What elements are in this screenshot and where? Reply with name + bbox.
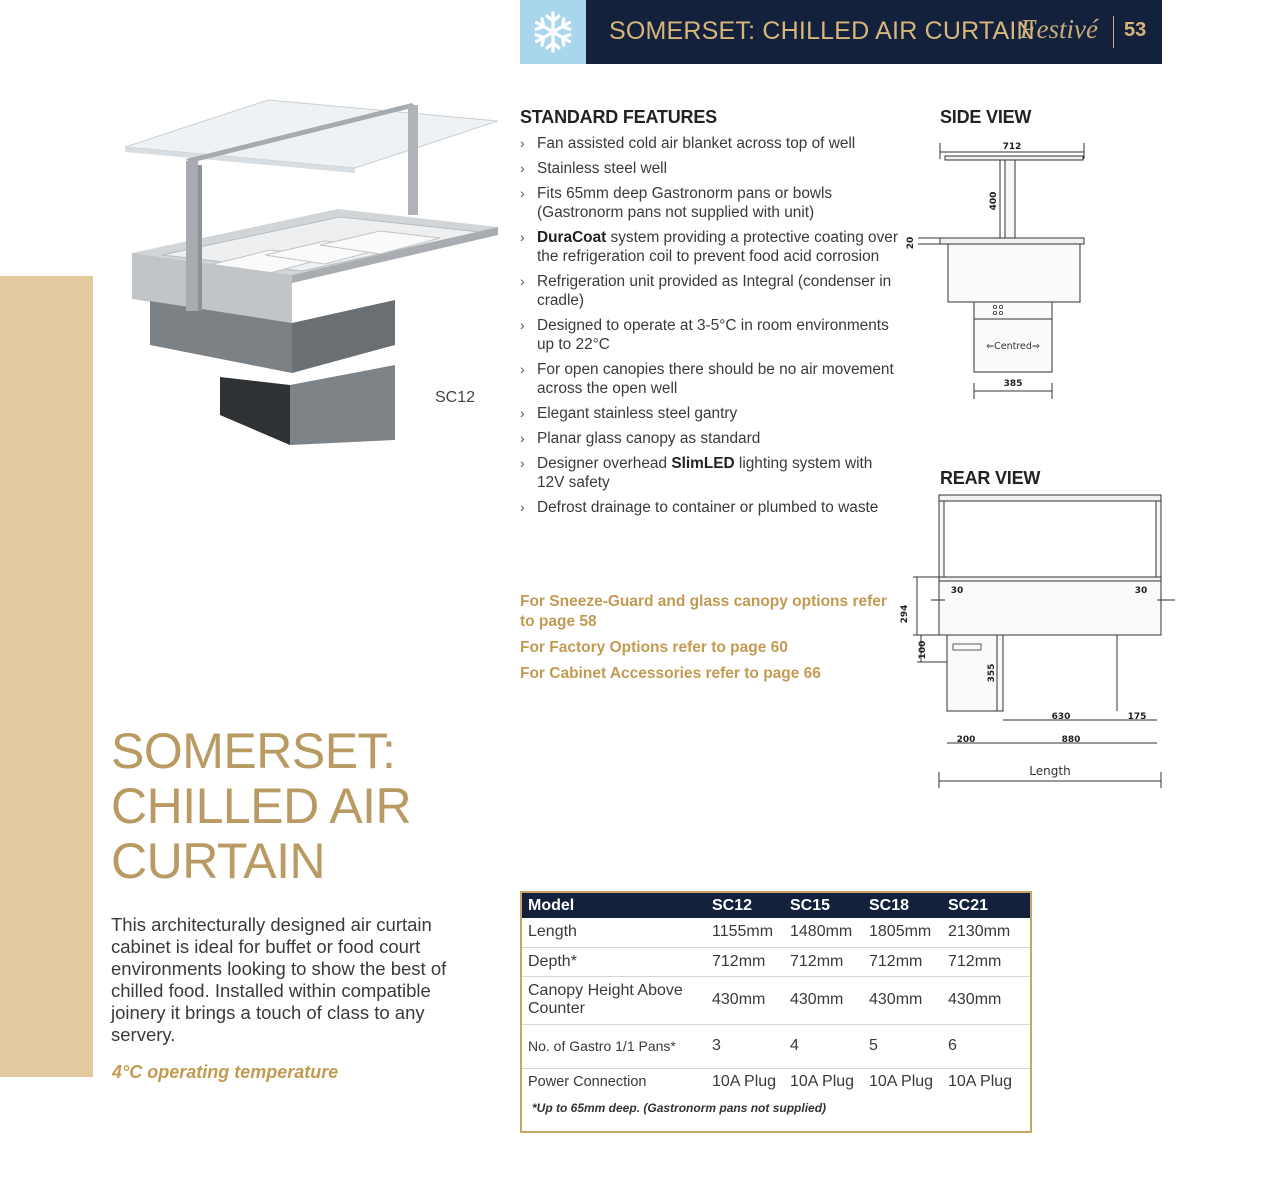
snowflake-icon [520, 0, 586, 64]
page-number: 53 [1124, 19, 1147, 41]
side-view-diagram [900, 135, 1100, 410]
brand-name: Festivé [1020, 14, 1098, 44]
side-width-dim: 712 [1002, 142, 1022, 152]
product-photo [120, 95, 505, 480]
spec-row-length: Length 1155mm 1480mm 1805mm 2130mm [522, 918, 1030, 947]
rear-span-dim: 630 [1051, 712, 1071, 722]
rear-lower-dim: 355 [987, 663, 997, 683]
spec-table-box [520, 891, 1032, 1133]
spec-table [522, 893, 1030, 1096]
feature-item: › DuraCoat system providing a protective coating over the refrigeration coil to prevent food acid corrosion [520, 228, 900, 266]
features-list [520, 134, 900, 523]
reference-cabinet-accessories: For Cabinet Accessories refer to page 66 [520, 665, 821, 682]
rear-left-dim: 30 [950, 586, 964, 596]
rear-width-dim: 880 [1061, 735, 1081, 745]
feature-item: › For open canopies there should be no air movement across the open well [520, 360, 900, 398]
feature-item: › Elegant stainless steel gantry [520, 404, 900, 423]
spec-row-depth: Depth* 712mm 712mm 712mm 712mm [522, 947, 1030, 976]
side-base-dim: 385 [1003, 379, 1023, 389]
feature-item: › Stainless steel well [520, 159, 900, 178]
rear-right-dim: 30 [1134, 586, 1148, 596]
feature-item: › Designer overhead SlimLED lighting system with 12V safety [520, 454, 900, 492]
product-model-label: SC12 [435, 389, 476, 406]
reference-sneeze-guard: For Sneeze-Guard and glass canopy options refer to page 58 [520, 593, 887, 630]
rear-margin-dim: 200 [956, 735, 976, 745]
side-top-dim: 20 [906, 236, 916, 250]
feature-item: › Designed to operate at 3-5°C in room environments up to 22°C [520, 316, 900, 354]
page-references [520, 592, 900, 690]
feature-item: › Fits 65mm deep Gastronorm pans or bowls (Gastronorm pans not supplied with unit) [520, 184, 900, 222]
rear-upper-dim: 100 [918, 640, 928, 660]
table-footnote: *Up to 65mm deep. (Gastronorm pans not supplied) [532, 1101, 827, 1115]
feature-item: › Defrost drainage to container or plumbed to waste [520, 498, 900, 517]
rear-offset-dim: 175 [1127, 712, 1147, 722]
header-divider [1113, 16, 1114, 48]
features-heading: STANDARD FEATURES [520, 107, 717, 127]
side-view-heading: SIDE VIEW [940, 107, 1032, 127]
snowflake-icon-box [520, 0, 586, 64]
spec-row-gastro-pans: No. of Gastro 1/1 Pans* 3 4 5 6 [522, 1024, 1030, 1068]
rear-view-diagram [895, 492, 1180, 792]
side-height-dim: 400 [989, 191, 999, 211]
header-title: SOMERSET: CHILLED AIR CURTAIN [609, 17, 1035, 45]
spec-row-canopy-height: Canopy Height Above Counter 430mm 430mm 430mm 430mm [522, 976, 1030, 1024]
spec-row-power: Power Connection 10A Plug 10A Plug 10A Plug 10A Plug [528, 1073, 1013, 1091]
rear-height-dim: 294 [900, 604, 910, 624]
feature-item: › Fan assisted cold air blanket across top of well [520, 134, 900, 153]
temperature-note: 4°C operating temperature [112, 1062, 339, 1082]
page-title: SOMERSET: CHILLED AIR CURTAIN [111, 723, 412, 889]
reference-factory-options: For Factory Options refer to page 60 [520, 639, 788, 656]
rear-view-heading: REAR VIEW [940, 468, 1041, 488]
sidebar-band [0, 276, 93, 1077]
page-header [520, 0, 1162, 64]
feature-item: › Refrigeration unit provided as Integral (condenser in cradle) [520, 272, 900, 310]
spec-header-row: Model SC12 SC15 SC18 SC21 [522, 893, 1030, 918]
side-centred-label: ⇐Centred⇒ [986, 341, 1040, 352]
feature-item: › Planar glass canopy as standard [520, 429, 900, 448]
intro-paragraph: This architecturally designed air curtain cabinet is ideal for buffet or food court environments looking to show the best of chilled food. Installed within compatible joinery it brings a touch of class to any servery. [111, 914, 447, 1045]
rear-length-label: Length [1029, 764, 1071, 778]
